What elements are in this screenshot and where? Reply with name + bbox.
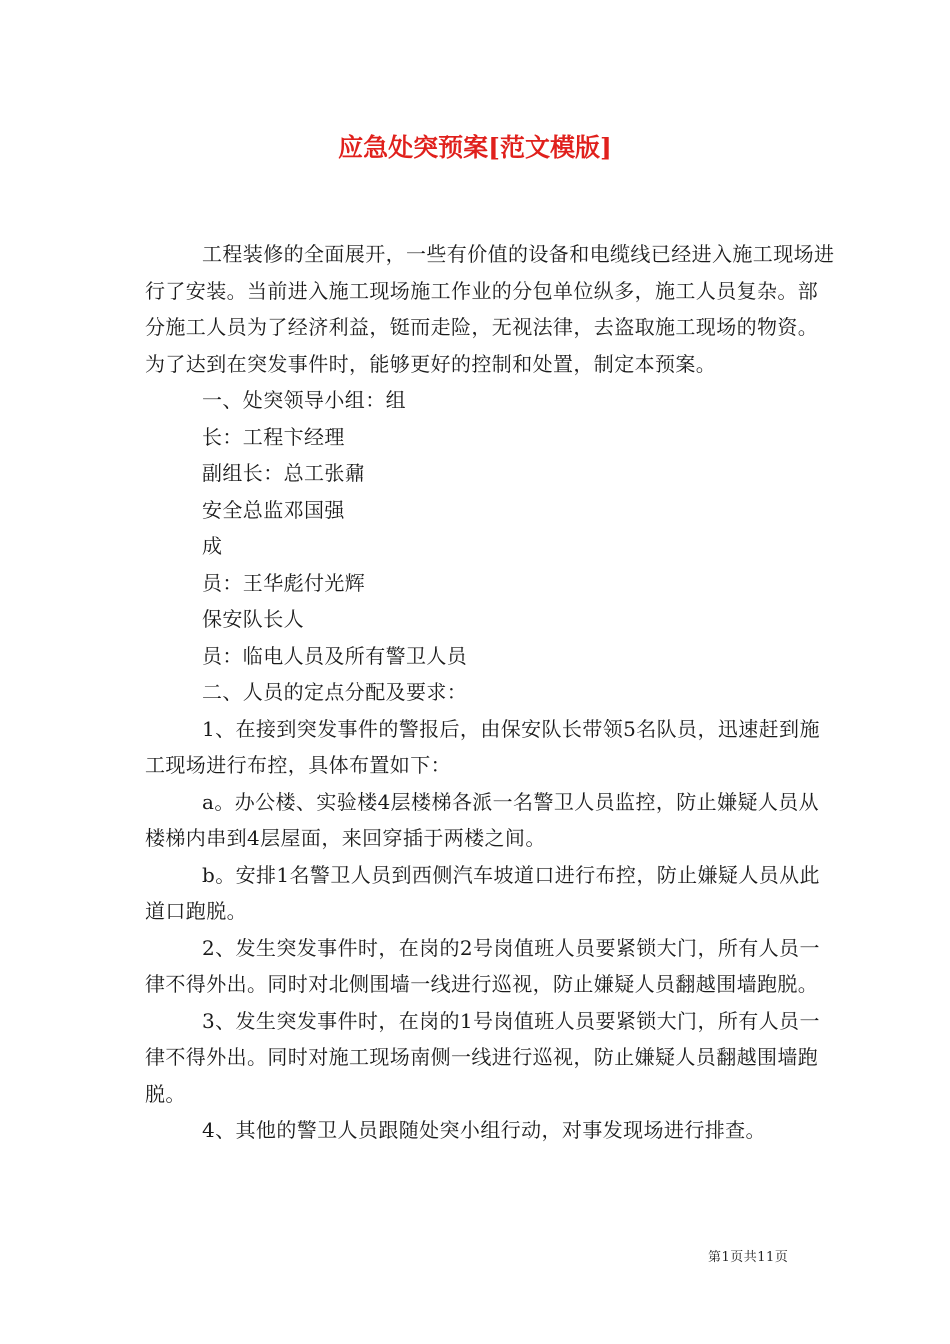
document-title: 应急处突预案[范文模版] (338, 133, 612, 162)
page-number-footer: 第1页共11页 (708, 1250, 789, 1265)
paragraph-item-b: b。安排1名警卫人员到西侧汽车坡道口进行布控，防止嫌疑人员从此道口跑脱。 (145, 862, 820, 923)
paragraph-deputy-leader: 副组长：总工张鼐 (202, 461, 366, 485)
paragraph-section-1-heading: 一、处突领导小组：组 (202, 388, 406, 412)
paragraph-safety-director: 安全总监邓国强 (202, 497, 345, 522)
paragraph-members: 员：王华彪付光辉 (202, 570, 366, 595)
paragraph-intro: 工程装修的全面展开，一些有价值的设备和电缆线已经进入施工现场进行了安装。当前进入施工现场施工作业的分包单位纵多，施工人员复杂。部分施工人员为了经济利益，铤而走险，无视法律，去盗取施工现场的物资。为了达到在突发事件时，能够更好的控制和处置，制定本预案。 (145, 242, 835, 376)
paragraph-members-label: 成 (202, 534, 223, 558)
paragraph-security-captain: 保安队长人 (202, 607, 304, 631)
paragraph-section-2-heading: 二、人员的定点分配及要求： (202, 680, 468, 704)
document-body (145, 236, 835, 1149)
paragraph-item-1: 1、在接到突发事件的警报后，由保安队长带领5名队员，迅速赶到施工现场进行布控，具体布置如下： (145, 716, 820, 777)
paragraph-item-a: a。办公楼、实验楼4层楼梯各派一名警卫人员监控，防止嫌疑人员从楼梯内串到4层屋面，来回穿插于两楼之间。 (145, 789, 820, 850)
paragraph-item-4: 4、其他的警卫人员跟随处突小组行动，对事发现场进行排查。 (202, 1118, 766, 1142)
paragraph-item-2: 2、发生突发事件时，在岗的2号岗值班人员要紧锁大门，所有人员一律不得外出。同时对北侧围墙一线进行巡视，防止嫌疑人员翻越围墙跑脱。 (145, 935, 820, 996)
paragraph-item-3: 3、发生突发事件时，在岗的1号岗值班人员要紧锁大门，所有人员一律不得外出。同时对施工现场南侧一线进行巡视，防止嫌疑人员翻越围墙跑脱。 (145, 1008, 820, 1106)
paragraph-leader: 长：工程卞经理 (202, 424, 345, 449)
paragraph-staff: 员：临电人员及所有警卫人员 (202, 643, 468, 668)
